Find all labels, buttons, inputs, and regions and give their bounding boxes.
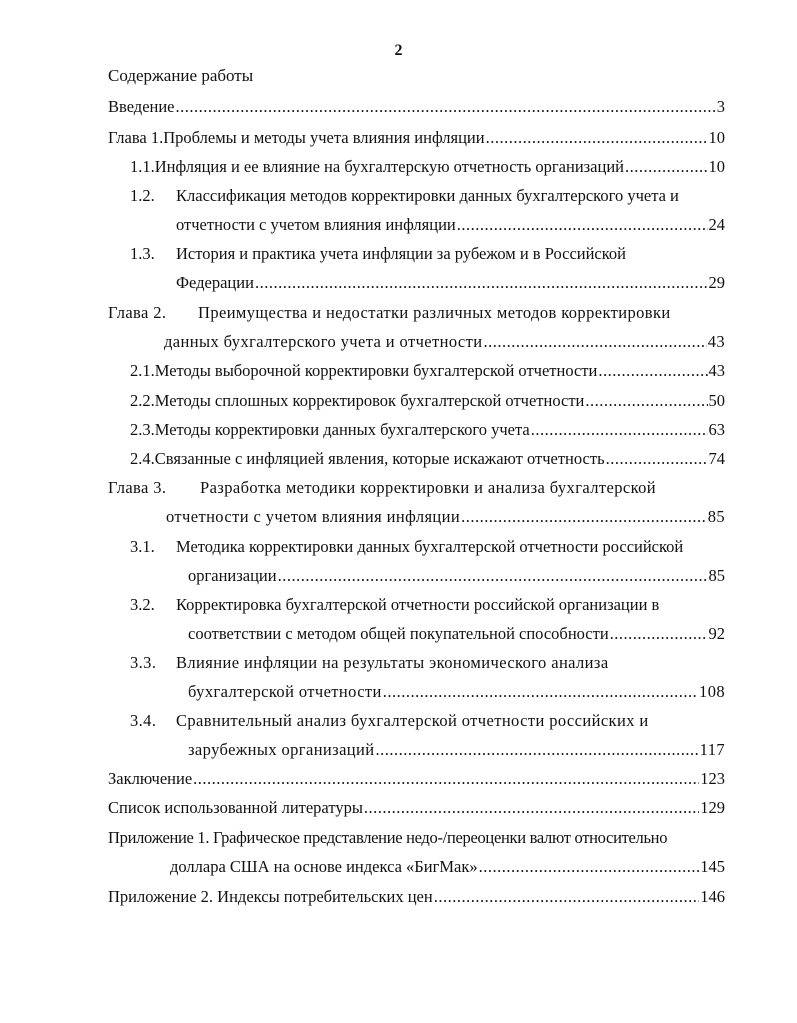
dot-leader bbox=[255, 272, 708, 294]
dot-leader bbox=[483, 331, 706, 353]
entry-title: Инфляция и ее влияние на бухгалтерскую отчетность организаций bbox=[154, 157, 624, 176]
entry-page: 50 bbox=[708, 391, 725, 410]
entry-title: Влияние инфляции на результаты экономического анализа bbox=[176, 653, 609, 672]
dot-leader bbox=[606, 448, 708, 470]
entry-title: Методы сплошных корректировок бухгалтерской отчетности bbox=[154, 391, 585, 410]
toc-entry-3-2 bbox=[130, 594, 725, 616]
dot-leader bbox=[278, 565, 708, 587]
entry-title: Введение bbox=[108, 97, 175, 116]
toc-entry-appendix-2 bbox=[108, 886, 725, 908]
dot-leader bbox=[625, 156, 708, 178]
entry-number: 1.2. bbox=[130, 186, 155, 205]
toc-entry-2-3 bbox=[130, 419, 725, 441]
entry-number: 3.2. bbox=[130, 595, 155, 614]
entry-number: Глава 1. bbox=[108, 128, 164, 147]
entry-number: Глава 3. bbox=[108, 478, 167, 497]
entry-page: 92 bbox=[708, 624, 725, 643]
entry-page: 43 bbox=[708, 361, 725, 380]
toc-title: Содержание работы bbox=[108, 66, 254, 85]
entry-title: Классификация методов корректировки данных бухгалтерского учета и bbox=[176, 186, 679, 205]
toc-entry-bibliography bbox=[108, 797, 725, 819]
toc-entry-3-3-cont bbox=[188, 681, 725, 703]
toc-entry-chapter-2 bbox=[108, 302, 725, 324]
entry-number: 3.4. bbox=[130, 711, 157, 730]
entry-title: Преимущества и недостатки различных методов корректировки bbox=[198, 303, 671, 322]
entry-page: 85 bbox=[707, 507, 725, 526]
entry-title: Методы корректировки данных бухгалтерского учета bbox=[154, 420, 530, 439]
entry-title-continued: Федерации bbox=[176, 273, 254, 292]
toc-entry-conclusion bbox=[108, 768, 725, 790]
entry-title: Связанные с инфляцией явления, которые искажают отчетность bbox=[154, 449, 605, 468]
entry-page: 123 bbox=[700, 769, 725, 788]
entry-number: Глава 2. bbox=[108, 303, 167, 322]
entry-number: 1.1. bbox=[130, 157, 155, 176]
entry-page: 24 bbox=[708, 215, 725, 234]
entry-number: 3.1. bbox=[130, 537, 155, 556]
entry-page: 74 bbox=[708, 449, 725, 468]
toc-entry-3-4 bbox=[130, 710, 725, 732]
entry-page: 63 bbox=[708, 420, 725, 439]
entry-title-continued: доллара США на основе индекса «БигМак» bbox=[170, 857, 478, 876]
dot-leader bbox=[461, 506, 707, 528]
entry-title: Заключение bbox=[108, 769, 193, 788]
entry-page: 117 bbox=[699, 740, 725, 759]
entry-page: 145 bbox=[700, 857, 725, 876]
toc-entry-3-4-cont bbox=[188, 739, 725, 761]
entry-title: Корректировка бухгалтерской отчетности российской организации в bbox=[176, 595, 660, 614]
toc-entry-chapter-2-cont bbox=[164, 331, 725, 353]
entry-title: Методы выборочной корректировки бухгалтерской отчетности bbox=[154, 361, 598, 380]
entry-title: Сравнительный анализ бухгалтерской отчетности российских и bbox=[176, 711, 649, 730]
toc-entry-appendix-1 bbox=[108, 827, 725, 849]
dot-leader bbox=[598, 360, 707, 382]
entry-title-continued: зарубежных организаций bbox=[188, 740, 375, 759]
dot-leader bbox=[486, 127, 708, 149]
toc-entry-1-3-cont bbox=[176, 272, 725, 294]
entry-title-continued: соответствии с методом общей покупательной способности bbox=[188, 624, 609, 643]
entry-title: Приложение 1. Графическое представление недо-/переоценки валют относительно bbox=[108, 828, 668, 847]
dot-leader bbox=[531, 419, 708, 441]
entry-title: Разработка методики корректировки и анализа бухгалтерской bbox=[200, 478, 657, 497]
dot-leader bbox=[375, 739, 698, 761]
entry-title: Список использованной литературы bbox=[108, 798, 363, 817]
entry-title: Методика корректировки данных бухгалтерской отчетности российской bbox=[176, 537, 684, 556]
dot-leader bbox=[364, 797, 699, 819]
dot-leader bbox=[610, 623, 708, 645]
entry-title-continued: отчетности с учетом влияния инфляции bbox=[166, 507, 461, 526]
toc-entry-2-4 bbox=[130, 448, 725, 470]
entry-page: 29 bbox=[708, 273, 725, 292]
entry-number: 1.3. bbox=[130, 244, 155, 263]
dot-leader bbox=[193, 768, 699, 790]
toc-entry-chapter-3-cont bbox=[166, 506, 725, 528]
toc-entry-introduction bbox=[108, 96, 725, 118]
entry-number: 3.3. bbox=[130, 653, 157, 672]
entry-title: История и практика учета инфляции за рубежом и в Российской bbox=[176, 244, 627, 263]
entry-page: 10 bbox=[708, 128, 725, 147]
dot-leader bbox=[585, 390, 707, 412]
toc-entry-1-1 bbox=[130, 156, 725, 178]
entry-title: Проблемы и методы учета влияния инфляции bbox=[163, 128, 485, 147]
dot-leader bbox=[434, 886, 700, 908]
dot-leader bbox=[479, 856, 700, 878]
toc-entry-3-1 bbox=[130, 536, 725, 558]
toc-entry-appendix-1-cont bbox=[170, 856, 725, 878]
toc-entry-2-2 bbox=[130, 390, 725, 412]
dot-leader bbox=[176, 96, 716, 118]
toc-entry-chapter-1 bbox=[108, 127, 725, 149]
page-number: 2 bbox=[394, 42, 403, 59]
entry-page: 3 bbox=[716, 97, 725, 116]
toc-entry-3-1-cont bbox=[188, 565, 725, 587]
toc-entry-3-3 bbox=[130, 652, 725, 674]
toc-entry-chapter-3 bbox=[108, 477, 725, 499]
entry-title: Приложение 2. Индексы потребительских цен bbox=[108, 887, 433, 906]
entry-page: 146 bbox=[700, 887, 725, 906]
entry-page: 85 bbox=[708, 566, 725, 585]
entry-title-continued: данных бухгалтерского учета и отчетности bbox=[164, 332, 483, 351]
toc-entry-1-3 bbox=[130, 243, 725, 265]
dot-leader bbox=[457, 214, 708, 236]
entry-page: 43 bbox=[707, 332, 725, 351]
dot-leader bbox=[383, 681, 698, 703]
toc-entry-2-1 bbox=[130, 360, 725, 382]
entry-title-continued: организации bbox=[188, 566, 277, 585]
entry-page: 10 bbox=[708, 157, 725, 176]
toc-entry-1-2 bbox=[130, 185, 725, 207]
entry-number: 2.3. bbox=[130, 420, 155, 439]
entry-page: 129 bbox=[700, 798, 725, 817]
entry-title-continued: бухгалтерской отчетности bbox=[188, 682, 382, 701]
toc-entry-1-2-cont bbox=[176, 214, 725, 236]
entry-page: 108 bbox=[699, 682, 725, 701]
entry-title-continued: отчетности с учетом влияния инфляции bbox=[176, 215, 456, 234]
toc-entry-3-2-cont bbox=[188, 623, 725, 645]
entry-number: 2.4. bbox=[130, 449, 155, 468]
entry-number: 2.2. bbox=[130, 391, 155, 410]
entry-number: 2.1. bbox=[130, 361, 155, 380]
